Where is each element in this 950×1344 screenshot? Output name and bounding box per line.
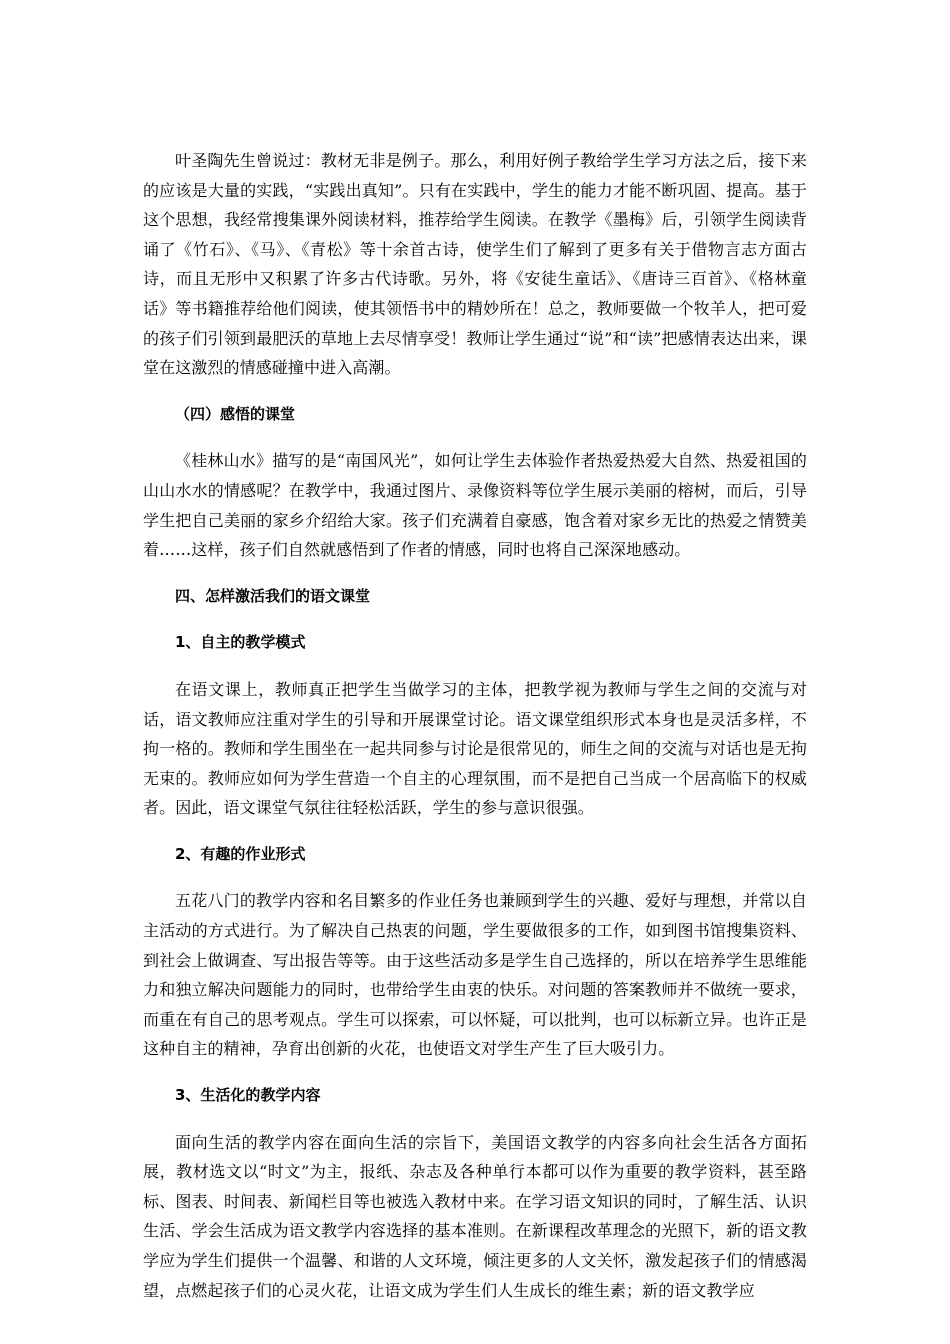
heading-insight-classroom: （四）感悟的课堂 xyxy=(175,404,296,423)
heading-activate-classroom: 四、怎样激活我们的语文课堂 xyxy=(175,586,371,605)
heading-homework-form: 2、有趣的作业形式 xyxy=(175,844,306,863)
paragraph-life-content: 面向生活的教学内容在面向生活的宗旨下，美国语文教学的内容多向社会生活各方面拓展，教材选文以“时文”为主，报纸、杂志及各种单行本都可以作为重要的教学资料，甚至路标、图表、时间表、新闻栏目等也被选入教材中来。在学习语文知识的同时，了解生活、认识生活、学会生活成为语文教学内容选择的基本准则。在新课程改革理念的光照下，新的语文教学应为学生们提供一个温馨、和谐的人文环境，倾注更多的人文关怀，激发起孩子们的情感渴望，点燃起孩子们的心灵火花，让语文成为学生们人生成长的维生素；新的语文教学应 xyxy=(143,1132,807,1300)
paragraph-homework-form: 五花八门的教学内容和名目繁多的作业任务也兼顾到学生的兴趣、爱好与理想，并常以自主活动的方式进行。为了解决自己热衷的问题，学生要做很多的工作，如到图书馆搜集资料、到社会上做调查、写出报告等等。由于这些活动多是学生自己选择的，所以在培养学生思维能力和独立解决问题能力的同时，也带给学生由衷的快乐。对问题的答案教师并不做统一要求，而重在有自己的思考观点。学生可以探索，可以怀疑，可以批判，也可以标新立异。也许正是这种自主的精神，孕育出创新的火花，也使语文对学生产生了巨大吸引力。 xyxy=(143,891,807,1059)
paragraph-reading-practice: 叶圣陶先生曾说过：教材无非是例子。那么，利用好例子教给学生学习方法之后，接下来的应该是大量的实践，“实践出真知”。只有在实践中，学生的能力才能不断巩固、提高。基于这个思想，我经常搜集课外阅读材料，推荐给学生阅读。在教学《墨梅》后，引领学生阅读背诵了《竹石》、《马》、《青松》等十余首古诗，使学生们了解到了更多有关于借物言志方面古诗，而且无形中又积累了许多古代诗歌。另外，将《安徒生童话》、《唐诗三百首》、《格林童话》等书籍推荐给他们阅读，使其领悟书中的精妙所在！总之，教师要做一个牧羊人，把可爱的孩子们引领到最肥沃的草地上去尽情享受！教师让学生通过“说”和“读”把感情表达出来，课堂在这激烈的情感碰撞中进入高潮。 xyxy=(143,151,807,378)
paragraph-autonomous-mode: 在语文课上，教师真正把学生当做学习的主体，把教学视为教师与学生之间的交流与对话，语文教师应注重对学生的引导和开展课堂讨论。语文课堂组织形式本身也是灵活多样，不拘一格的。教师和学生围坐在一起共同参与讨论是很常见的，师生之间的交流与对话也是无拘无束的。教师应如何为学生营造一个自主的心理氛围，而不是把自己当成一个居高临下的权威者。因此，语文课堂气氛往往轻松活跃，学生的参与意识很强。 xyxy=(143,679,807,818)
document-body xyxy=(143,146,807,1305)
heading-autonomous-mode: 1、自主的教学模式 xyxy=(175,633,306,652)
paragraph-guilin-landscape: 《桂林山水》描写的是“南国风光”，如何让学生去体验作者热爱热爱大自然、热爱祖国的山山水水的情感呢？在教学中，我通过图片、录像资料等位学生展示美丽的榕树，而后，引导学生把自己美丽的家乡介绍给大家。孩子们充满着自豪感，饱含着对家乡无比的热爱之情赞美着……这样，孩子们自然就感悟到了作者的情感，同时也将自己深深地感动。 xyxy=(143,451,807,560)
heading-life-content: 3、生活化的教学内容 xyxy=(175,1086,321,1105)
